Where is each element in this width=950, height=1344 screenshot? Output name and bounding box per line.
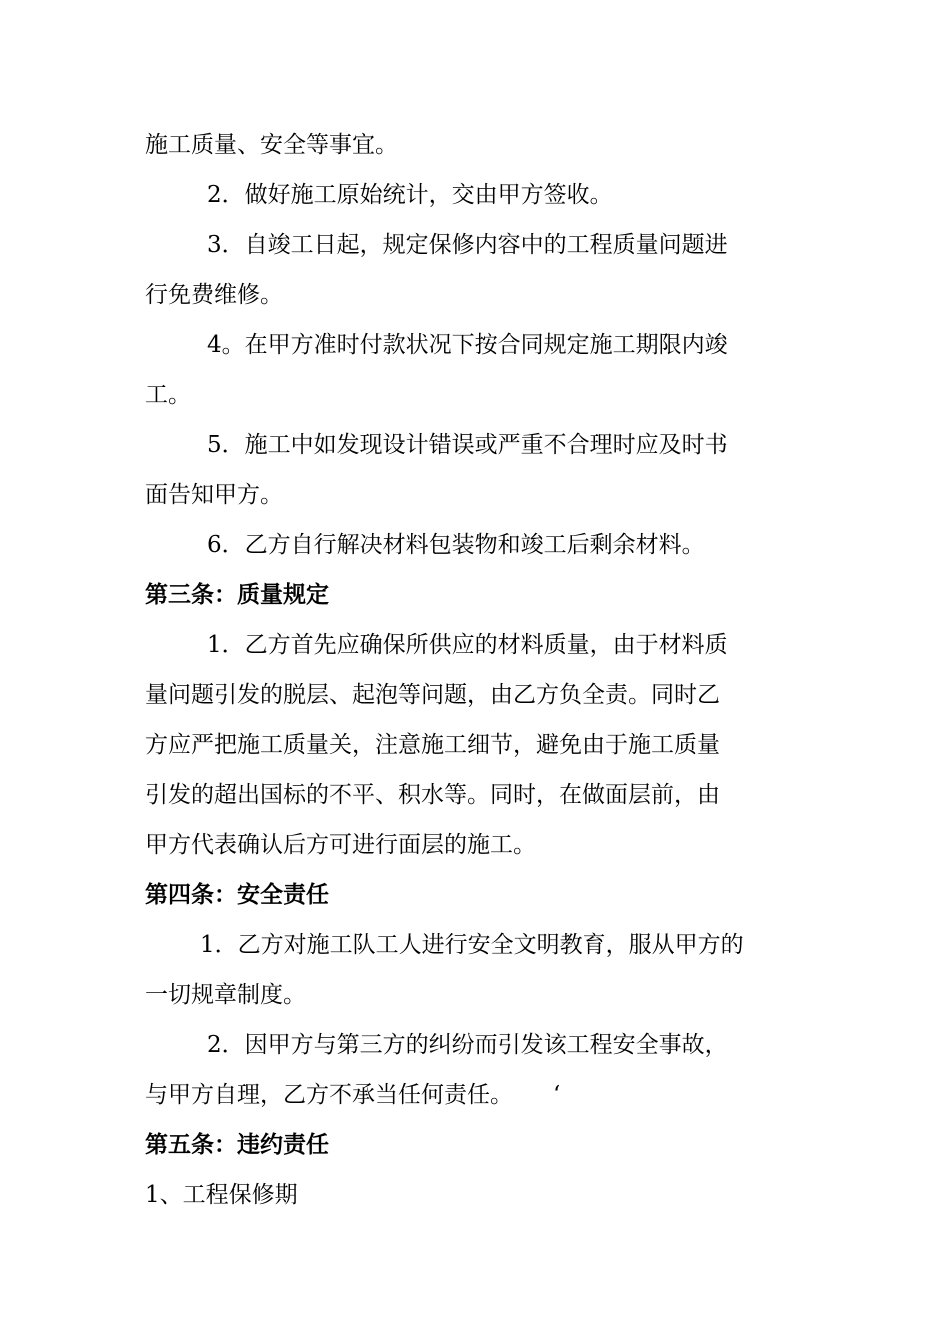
text-line: 量问题引发的脱层、起泡等问题，由乙方负全责。同时乙 <box>145 682 720 708</box>
list-item-2: 2．做好施工原始统计，交由甲方签收。 <box>207 182 613 208</box>
text-line: 一切规章制度。 <box>145 982 306 1008</box>
text-line: 1、工程保修期 <box>145 1182 298 1208</box>
text-line: 施工质量、安全等事宜。 <box>145 132 398 158</box>
list-item-4: 4。在甲方准时付款状况下按合同规定施工期限内竣 <box>207 332 728 358</box>
stray-mark: ‘ <box>553 1082 561 1108</box>
list-item-6: 6．乙方自行解决材料包装物和竣工后剩余材料。 <box>207 532 705 558</box>
list-item-3: 3．自竣工日起，规定保修内容中的工程质量问题进 <box>207 232 728 258</box>
list-item-safety-1: 1．乙方对施工队工人进行安全文明教育，服从甲方的 <box>200 932 744 958</box>
text-line: 引发的超出国标的不平、积水等。同时，在做面层前，由 <box>145 782 720 808</box>
text-line: 工。 <box>145 382 191 408</box>
text-line: 甲方代表确认后方可进行面层的施工。 <box>145 832 536 858</box>
list-item-safety-2: 2．因甲方与第三方的纠纷而引发该工程安全事故， <box>207 1032 728 1058</box>
section-heading-safety: 第四条：安全责任 <box>145 881 329 908</box>
text-line: 方应严把施工质量关，注意施工细节，避免由于施工质量 <box>145 732 720 758</box>
section-heading-liability: 第五条：违约责任 <box>145 1131 329 1158</box>
section-heading-quality: 第三条：质量规定 <box>145 581 329 608</box>
text-line: 行免费维修。 <box>145 282 283 308</box>
text-line: 面告知甲方。 <box>145 482 283 508</box>
list-item-quality-1: 1．乙方首先应确保所供应的材料质量，由于材料质 <box>207 632 728 658</box>
text-line: 与甲方自理，乙方不承当任何责任。 ‘ <box>145 1070 810 1120</box>
list-item-5: 5．施工中如发现设计错误或严重不合理时应及时书 <box>207 432 728 458</box>
document-page <box>145 120 810 1220</box>
